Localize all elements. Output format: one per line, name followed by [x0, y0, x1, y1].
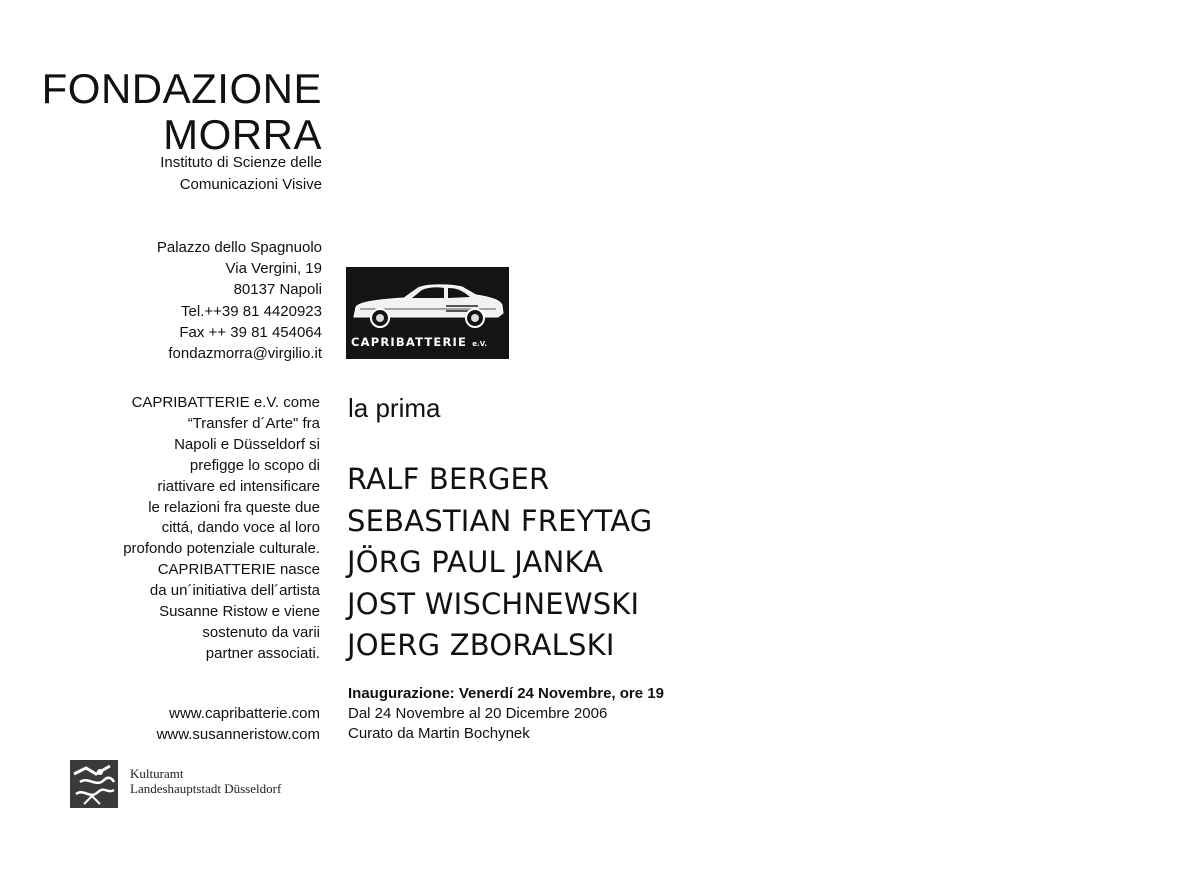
exhibition-intro: la prima — [348, 393, 441, 423]
opening-date: Inaugurazione: Venerdí 24 Novembre, ore 19 — [348, 685, 664, 702]
description-line: cittá, dando voce al loro — [161, 519, 320, 537]
subtitle-line2: Comunicazioni Visive — [179, 176, 322, 193]
foundation-title — [42, 66, 322, 158]
website-links — [157, 703, 320, 745]
address-street: Via Vergini, 19 — [225, 260, 322, 278]
capribatterie-logo — [346, 267, 509, 359]
description-line: Susanne Ristow e viene — [159, 603, 320, 621]
foundation-address — [157, 237, 322, 364]
event-details — [348, 684, 664, 744]
description-line: partner associati. — [205, 644, 320, 662]
artist-name: RALF BERGER — [347, 462, 550, 496]
address-city: 80137 Napoli — [233, 281, 322, 299]
description-line: CAPRIBATTERIE e.V. come — [131, 394, 320, 411]
capribatterie-website-link[interactable]: www.capribatterie.com — [169, 705, 320, 722]
kulturamt-line1: Kulturamt — [130, 766, 184, 781]
artist-list — [347, 459, 652, 667]
capribatterie-suffix: e.V. — [472, 340, 487, 348]
address-fax: Fax ++ 39 81 454064 — [179, 323, 322, 341]
capribatterie-description — [123, 393, 320, 665]
description-line: da un´initiativa dell´artista — [149, 582, 320, 600]
capribatterie-name: CAPRIBATTERIE — [351, 335, 468, 349]
address-phone: Tel.++39 81 4420923 — [181, 302, 322, 320]
curator: Curato da Martin Bochynek — [348, 725, 530, 742]
description-line: prefigge lo scopo di — [189, 456, 320, 474]
description-line: “Transfer d´Arte" fra — [187, 414, 320, 432]
description-line: profondo potenziale culturale. — [123, 540, 320, 558]
artist-name: JOERG ZBORALSKI — [347, 628, 615, 662]
description-line: sostenuto da varii — [202, 623, 320, 641]
description-line: riattivare ed intensificare — [157, 477, 320, 495]
kulturamt-emblem-icon — [70, 760, 118, 808]
subtitle-line1: Instituto di Scienze delle — [160, 154, 322, 171]
susanneristow-website-link[interactable]: www.susanneristow.com — [156, 726, 320, 743]
foundation-subtitle — [160, 152, 322, 196]
artist-name: JOST WISCHNEWSKI — [347, 586, 640, 621]
description-line: Napoli e Düsseldorf si — [174, 435, 320, 453]
kulturamt-text — [130, 766, 281, 796]
foundation-name-line1: FONDAZIONE — [41, 65, 322, 112]
foundation-name-line2: MORRA — [163, 111, 322, 158]
description-line: CAPRIBATTERIE nasce — [157, 561, 320, 579]
address-email[interactable]: fondazmorra@virgilio.it — [168, 345, 322, 363]
capribatterie-wordmark — [351, 335, 487, 349]
description-line: le relazioni fra queste due — [148, 498, 320, 516]
artist-name: SEBASTIAN FREYTAG — [347, 503, 653, 538]
artist-name: JÖRG PAUL JANKA — [347, 545, 604, 579]
exhibition-dates: Dal 24 Novembre al 20 Dicembre 2006 — [348, 705, 608, 722]
car-icon — [346, 267, 509, 335]
kulturamt-line2: Landeshauptstadt Düsseldorf — [130, 781, 282, 796]
kulturamt-logo — [70, 760, 288, 808]
address-building: Palazzo dello Spagnuolo — [156, 239, 322, 256]
